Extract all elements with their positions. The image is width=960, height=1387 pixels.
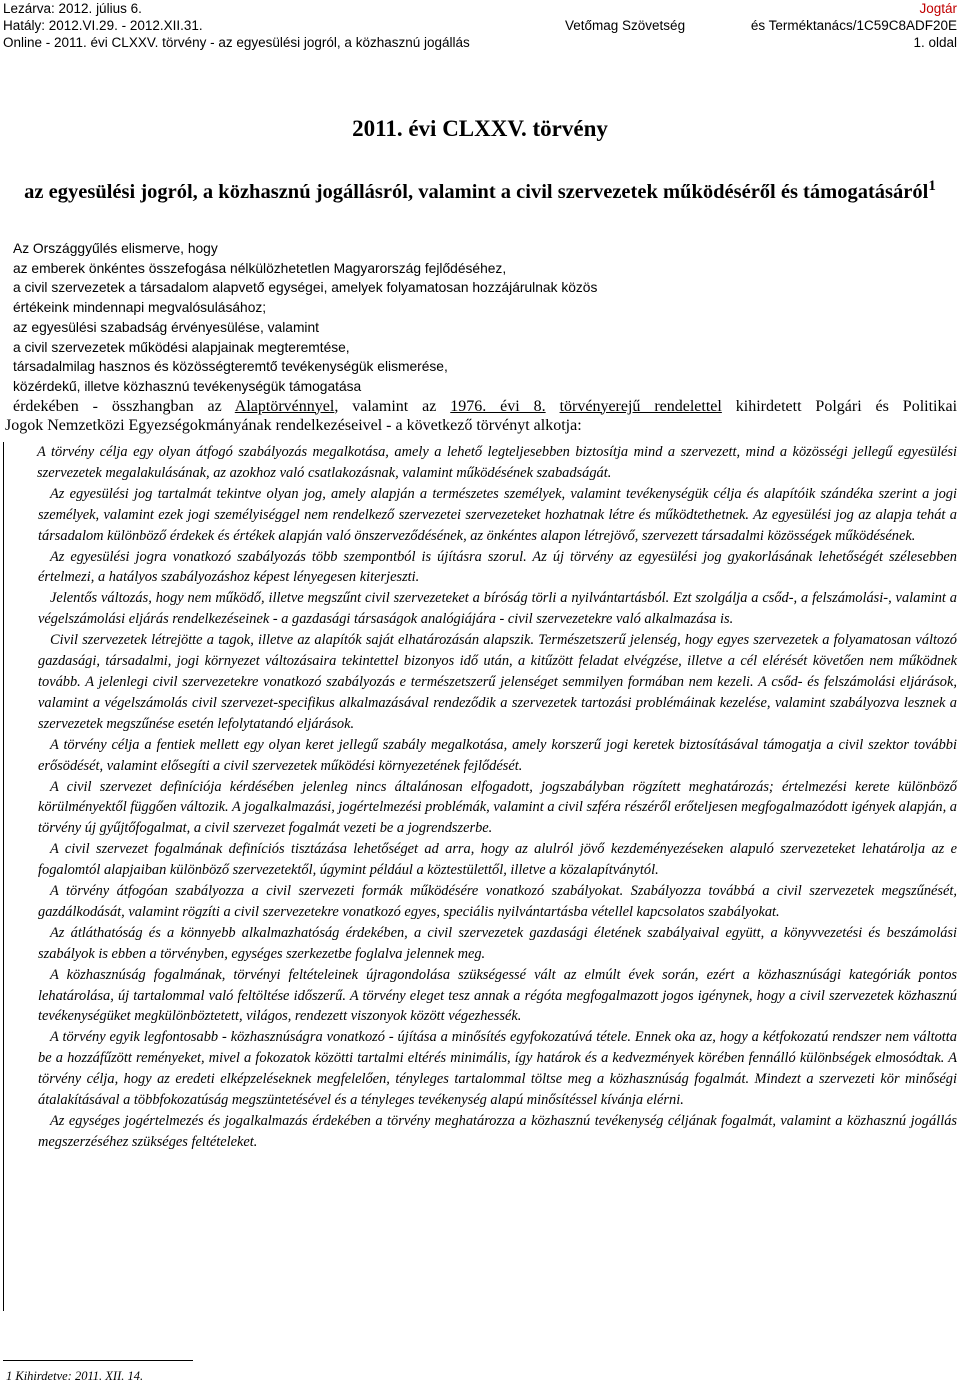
page-header	[0, 0, 960, 52]
preamble-line: a civil szervezetek a társadalom alapvető egységei, amelyek folyamatosan hozzájárulnak közös	[13, 280, 598, 296]
paragraph: A törvény célja a fentiek mellett egy olyan keret jellegű szabály megalkotása, amely korszerű jogi keretek biztosításával támogatja a civil szektor további erősödését, valamint elősegíti a civil szervezetek működési környezetének fejlődését.	[38, 736, 957, 774]
header-document-name: Online - 2011. évi CLXXV. törvény - az egyesülési jogról, a közhasznú jogállás	[3, 35, 470, 50]
paragraph: Civil szervezetek létrejötte a tagok, illetve az alapítók saját elhatározásán alapszik. Természetszerű jelenség, hogy egyes szervezetek a folyamatosan változó gazdasági, társadalmi, jogi környezet változásaira tekintettel bizonyos idő után, a kitűzött feladat elvégzése, illetve a cél elérését követően nem működnek tovább. A jelenlegi civil szervezetekre vonatkozó szabályozás e természetszerű jelenséget semmilyen formában nem kezeli. A csőd- és felszámolási eljárások, valamint a végelszámolás civil szervezet-specifikus alkalmazásával rendeződik a szervezetek tartozási problémáinak kezelése, valamint szabályozva lesznek a szervezetek megszűnése esetén lefolytatandó eljárások.	[38, 632, 957, 732]
preamble-line: az emberek önkéntes összefogása nélkülözhetetlen Magyarország fejlődéséhez,	[13, 260, 507, 276]
header-right	[751, 0, 957, 51]
link-alaptorveny[interactable]: Alaptörvénnyel	[234, 397, 335, 415]
header-organization: Vetőmag Szövetség	[565, 18, 686, 33]
paragraph: Az egyesülési jog tartalmát tekintve olyan jog, amely alapján a természetes személyek, valamint tevékenységük célja és alapítóik szándéka szerint a jogi személyek, valamint ezek jogi személyiséggel nem rendelkező szervezetei szervezeteket hozhatnak létre és működtethetnek. Az egyesülési jog az alapja tehát a társadalom különböző érdekek és értékek alapján való önszerveződésének, az önkéntes alapon létrejövő, szervezett társadalmi közösségek működésének.	[38, 485, 957, 544]
paragraph: A törvény egyik legfontosabb - közhasznúságra vonatkozó - újítása a minősítés egyfokozatúvá tétele. Ennek oka az, hogy a kétfokozatú rendszer nem váltotta be a hozzáfűzött reményeket, mivel a fokozatok közötti tartalmi eltérés minimális, így határok és a kedvezmények körében fennálló különbségek elmosódtak. A törvény célja, hogy az eredeti elképzeléseknek megfelelően, tényleges tartalommal töltse meg a közhasznúság fogalmát. Mindezt a szervezeti kör minőségi átalakításával a többfokozatúság megszüntetésével és a tényleges tevékenység alapú minősítéssel kívánja elérni.	[38, 1029, 957, 1109]
link-tvr[interactable]: törvényerejű rendelettel	[559, 397, 722, 415]
preamble-line: társadalmilag hasznos és közösségteremtő tevékenységük elismerése,	[13, 359, 448, 375]
justification-text	[38, 442, 957, 1153]
preamble-line: a civil szervezetek működési alapjainak megteremtése,	[13, 339, 350, 355]
preamble-line: értékeink mindennapi megvalósulásához;	[13, 300, 267, 316]
preamble-line: az egyesülési szabadság érvényesülése, valamint	[13, 319, 320, 335]
header-left	[3, 0, 470, 51]
footnote-separator	[3, 1360, 193, 1361]
footnote-reference[interactable]: 1	[928, 178, 936, 194]
justification-section	[0, 442, 955, 1311]
enacting-clause-end: Jogok Nemzetközi Egyezségokmányának rendelkezéseivel - a következő törvényt alkotja:	[5, 417, 582, 435]
preamble-line: közérdekű, illetve közhasznú tevékenységük támogatása	[13, 378, 362, 394]
enacting-clause: érdekében - összhangban az Alaptörvénnyel, valamint az 1976. évi 8. törvényerejű rendelettel kihirdetett Polgári és Politikai	[13, 397, 958, 415]
paragraph: A közhasznúság fogalmának, törvényi feltételeinek újragondolása szükségessé vált az elmúlt évek során, ezért a közhasznúsági kategóriák pontos lehatárolása, új tartalommal való feltöltése időszerű. A törvény eleget tesz annak a régóta megfogalmazott jogos igénynek, hogy a civil szervezetek közhasznú tevékenységüket megkülönböztetett, világos, rendezett viszonyok között végezhessék.	[38, 966, 957, 1025]
header-brand: Jogtár	[919, 1, 957, 16]
header-page-number: 1. oldal	[913, 35, 957, 50]
header-closed-date: Lezárva: 2012. július 6.	[3, 1, 142, 16]
preamble-line: Az Országgyűlés elismerve, hogy	[13, 241, 218, 256]
paragraph: A törvény átfogóan szabályozza a civil szervezeti formák működésére vonatkozó szabályokat. Szabályozza továbbá a civil szervezetek megszűnését, gazdálkodását, valamint rögzíti a civil szervezetekre vonatkozó egyes, speciális nyilvántartásba vétellel kapcsolatos szabályokat.	[38, 883, 957, 920]
paragraph: Az egységes jogértelmezés és jogalkalmazás érdekében a törvény meghatározza a közhasznú tevékenység céljának fogalmát, valamint a közhasznú jogállás megszerzéséhez szükséges feltételeket.	[38, 1113, 957, 1150]
paragraph: A civil szervezet definíciója kérdésében jelenleg nincs általánosan elfogadott, jogszabályban rögzített meghatározás; értelmezési kerete különböző körülményektől függően változik. A jogalkalmazási, jogértelmezési problémák, valamint a civil szféra részéről erőteljesen megfogalmazódott igények alapján, a törvény új gyűjtőfogalmat, a civil szervezet fogalmát vezeti be a jogrendszerbe.	[38, 778, 957, 837]
subtitle-text: az egyesülési jogról, a közhasznú jogállásról, valamint a civil szervezetek működéséről és támogatásáról	[24, 180, 929, 203]
header-license: és Terméktanács/1C59C8ADF20E	[750, 18, 957, 33]
link-1976-8[interactable]: 1976. évi 8.	[450, 397, 546, 415]
paragraph: Az egyesülési jogra vonatkozó szabályozás több szempontból is újításra szorul. Az új törvény az egyesülési jog gyakorlásának lehetőségét szélesebben értelmezi, a hatályos szabályozáshoz képest lényegesen kiterjeszti.	[38, 548, 957, 586]
document-title: 2011. évi CLXXV. törvény	[352, 116, 608, 141]
paragraph: A civil szervezet fogalmának definíciós tisztázása lehetőséget ad arra, hogy az alulról jövő kezdeményezéseken alapuló szervezeteket lehatárolja az e fogalomtól alapjaiban különböző szervezetektől, úgymint például a köztestülettől, illetve a közalapítványtól.	[38, 841, 957, 879]
paragraph: A törvény célja egy olyan átfogó szabályozás megalkotása, amely a lehető legteljesebben biztosítja mind a szervezett, mind a közösségi jellegű egyesülési szervezetek megalakulásának, az azokhoz való csatlakozásnak, valamint működésének szabadságát.	[37, 444, 957, 481]
document-subtitle	[20, 172, 940, 206]
paragraph: Jelentős változás, hogy nem működő, illetve megszűnt civil szervezeteket a bíróság törli a nyilvántartásból. Ezt szolgálja a csőd-, a felszámolási-, valamint a végelszámolási eljárás rendelkezéseinek - a gazdasági társaságok analógiájára - civil szervezetekre való alkalmazása is.	[38, 590, 957, 628]
footnote: 1 Kihirdetve: 2011. XII. 14.	[6, 1369, 144, 1383]
header-validity: Hatály: 2012.VI.29. - 2012.XII.31.	[3, 18, 203, 33]
paragraph: Az átláthatóság és a könnyebb alkalmazhatóság érdekében, a civil szervezetek gazdasági életének szabályaival együtt, a könyvvezetési és beszámolási szabályok is ebben a törvényben, egységes szerkezetbe foglalva jelennek meg.	[38, 924, 957, 962]
preamble	[5, 239, 958, 436]
margin-bar	[3, 442, 4, 1311]
